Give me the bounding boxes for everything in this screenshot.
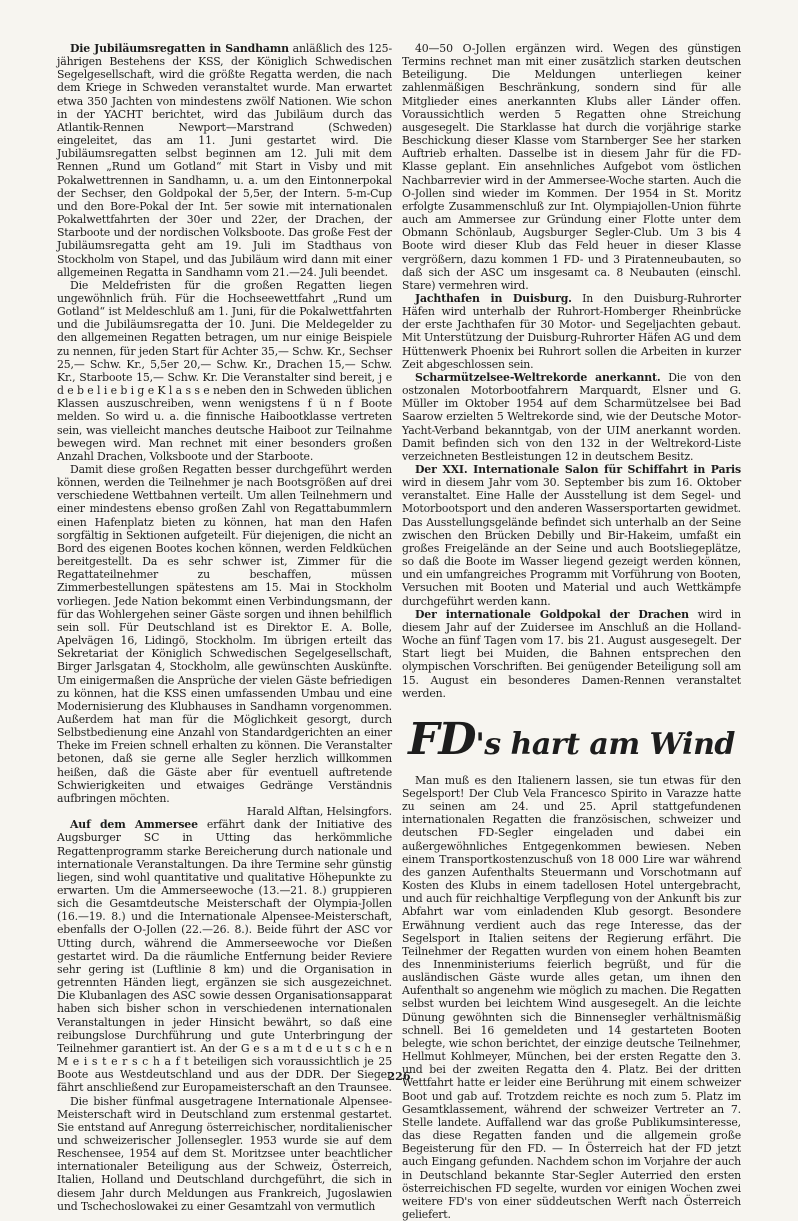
right-column bbox=[402, 42, 741, 1221]
article-sandhamn-title: Die Jubiläumsregatten in Sandhamn bbox=[70, 42, 289, 55]
article-duisburg: Jachthafen in Duisburg. In den Duisburg-Ruhrorter Häfen wird unterhalb der Ruhrort-Homberger Rheinbrücke der erste Jachthafen für 30 Motor- und Segeljachten gebaut. Mit Unterstützung der Duisburg-Ruhrorter Häfen AG und dem Hüttenwerk Phoenix bei Ruhrort sollen die Arbeiten in kurzer Zeit abgeschlossen sein. bbox=[402, 291, 741, 371]
article-ammersee-continued: 40—50 O-Jollen ergänzen wird. Wegen des günstigen Termins rechnet man mit einer zusätzlich starken deutschen Beteiligung. Die Meldungen unterliegen keiner zahlenmäßigen Beschränkung, sondern sind für alle Mitglieder eines anerkannten Klubs aller Länder offen. Voraussichtlich werden 5 Regatten ohne Streichung ausgesegelt. Die Starklasse hat durch die vorjährige starke Beschickung dieser Klasse vom Starnberger See her starken Auftrieb erhalten. Dasselbe ist in diesem Jahr für die FD-Klasse geplant. Ein ansehnliches Aufgebot vom östlichen Nachbarrevier wird in der Ammersee-Woche starten. Auch die O-Jollen sind wieder im Kommen. Der 1954 in St. Moritz erfolgte Zusammenschluß zur Int. Olympiajollen-Union führte auch am Ammersee zur Gründung einer Flotte unter dem Obmann Schönlaub, Augsburger Segler-Club. Um 3 bis 4 Boote wird dieser Klub das Feld heuer in dieser Klasse vergrößern, dazu kommen 1 FD- und 3 Piratenneubauten, so daß sich der ASC um insgesamt ca. 8 Neubauten (einschl. Stare) vermehren wird. bbox=[402, 42, 741, 292]
article-ammersee: Auf dem Ammersee erfährt dank der Initiative des Augsburger SC in Utting das herkömmliche Regattenprogramm starke Bereicherung durch nationale und internationale Veranstaltungen. Da ihre Termine sehr günstig liegen, sind wohl quantitative und qualitative Höhepunkte zu erwarten. Um die Ammerseewoche (13.—21. 8.) gruppieren sich die Gesamtdeutsche Meisterschaft der Olympia-Jollen (16.—19. 8.) und die Internationale Alpensee-Meisterschaft, ebenfalls der O-Jollen (22.—26. 8.). Beide führt der ASC vor Utting durch, während die Ammerseewoche vor Dießen gestartet wird. Da die räumliche Entfernung beider Reviere sehr gering ist (Luftlinie 8 km) und die Organisation in getrennten Händen liegt, ergänzen sie sich ausgezeichnet. Die Klubanlagen des ASC sowie dessen Organisationsapparat haben sich bisher schon in verschiedenen internationalen Veranstaltungen in jeder Hinsicht bewährt, so daß eine reibungslose Durchführung und gute Unterbringung der Teilnehmer garantiert ist. An der G e s a m t d e u t s c h e n M e i s t e r s c h a f t beteiligen sich voraussichtlich je 25 Boote aus Westdeutschland und aus der DDR. Der Sieger fährt anschließend zur Europameisterschaft an den Traunsee. bbox=[57, 818, 392, 1095]
author-signature: Harald Alftan, Helsingfors. bbox=[246, 805, 392, 819]
article-sandhamn: Die Jubiläumsregatten in Sandhamn anläßlich des 125-jährigen Bestehens der KSS, der Königlich Schwedischen Segelgesellschaft, wird die größte Regatta werden, die nach dem Kriege in Schweden veranstaltet wurde. Man erwartet etwa 350 Jachten von mindestens zwölf Nationen. Wie schon in der YACHT berichtet, wird das Jubiläum durch das Atlantik-Rennen Newport—Marstrand (Schweden) eingeleitet, das am 11. Juni gestartet wird. Die Jubiläumsregatten selbst beginnen am 12. Juli mit dem Rennen „Rund um Gotland“ mit Start in Visby und mit Pokalwettrennen in Sandhamn, u. a. um den Eintonnerpokal der Sechser, den Goldpokal der 5,5er, der Intern. 5-m-Cup und den Bore-Pokal der Int. 5er sowie mit internationalen Pokalwettfahrten der 30er und 22er, der Drachen, der Starboote und der nordischen Volksboote. Das große Fest der Jubiläumsregatta geht am 19. Juli im Stadthaus von Stockholm von Stapel, und das Jubiläum wird dann mit einer allgemeinen Regatta in Sandhamn vom 21.—24. Juli beendet. bbox=[57, 42, 392, 279]
article-paris-salon-title: Der XXI. Internationale Salon für Schiffahrt in Paris bbox=[415, 463, 741, 476]
article-paris-salon: Der XXI. Internationale Salon für Schiffahrt in Paris wird in diesem Jahr vom 30. September bis zum 16. Oktober veranstaltet. Eine Halle der Ausstellung ist dem Segel- und Motorbootsport und den anderen Wassersportarten gewidmet. Das Ausstellungsgelände befindet sich unterhalb an der Seine zwischen den Brücken Debilly und Bir-Hakeim, umfaßt ein großes Freigelände an der Seine und auch Bootsliegeplätze, so daß die Boote im Wasser liegend gezeigt werden können, und ein umfangreiches Programm mit Vorführung von Booten, Versuchen mit Booten und Material und auch Wettkämpfe durchgeführt werden kann. bbox=[402, 463, 741, 608]
article-goldpokal-title: Der internationale Goldpokal der Drachen bbox=[415, 607, 689, 621]
page-number: 226 bbox=[387, 1070, 411, 1083]
fd-headline bbox=[402, 713, 741, 765]
article-scharmuetzelsee-title: Scharmützelsee-Weltrekorde anerkannt. bbox=[415, 370, 661, 384]
article-sandhamn-organization: Damit diese großen Regatten besser durchgeführt werden können, werden die Teilnehmer je nach Bootsgrößen auf drei verschiedene Wettbahnen verteilt. Um allen Teilnehmern und einer mindestens ebenso großen Zahl von Regattabummlern einen Hafenplatz bieten zu können, hat man den Hafen sorgfältig in Sektionen aufgeteilt. Für diejenigen, die nicht an Bord des eigenen Bootes kochen können, werden Feldküchen bereitgestellt. Da es sehr schwer ist, Zimmer für die Regattateilnehmer zu beschaffen, müssen Zimmerbestellungen spätestens am 15. Mai in Stockholm vorliegen. Jede Nation bekommt einen Verbindungsmann, der für das Wohlergehen seiner Gäste sorgen und ihnen behilflich sein soll. Für Deutschland ist es Direktor E. A. Bolle, Apelvägen 16, Lidingö, Stockholm. Im übrigen erteilt das Sekretariat der Königlich Schwedischen Segelgesellschaft, Birger Jarlsgatan 4, Stockholm, alle gewünschten Auskünfte. Um einigermaßen die Ansprüche der vielen Gäste befriedigen zu können, hat die KSS einen umfassenden Umbau und eine Modernisierung des Klubhauses in Sandhamn vorgenommen. Außerdem hat man für die Möglichkeit gesorgt, durch Selbstbedienung eine Anzahl von Standardgerichten an einer Theke im Freien schnell erhalten zu können. Die Veranstalter betonen, daß sie gerne alle Segler herzlich willkommen heißen, daß die Gäste aber für eventuell auftretende Schwierigkeiten und etwaiges Gedränge Verständnis aufbringen möchten. bbox=[57, 463, 392, 805]
left-column bbox=[57, 42, 392, 1213]
article-alpensee: Die bisher fünfmal ausgetragene Internationale Alpensee-Meisterschaft wird in Deutschland zum erstenmal gestartet. Sie entstand auf Anregung österreichischer, norditalienischer und schweizerischer Jollensegler. 1953 wurde sie auf dem Reschensee, 1954 auf dem St. Moritzsee unter beachtlicher internationaler Beteiligung aus der Schweiz, Österreich, Italien, Holland und Deutschland durchgeführt, die sich in diesem Jahr durch Meldungen aus Frankreich, Jugoslawien und Tschechoslowakei zu einer Gesamtzahl von vermutlich bbox=[57, 1094, 392, 1213]
article-fd-italy: Man muß es den Italienern lassen, sie tun etwas für den Segelsport! Der Club Vela Francesco Spirito in Varazze hatte zu seinen am 24. und 25. April stattgefundenen internationalen Regatten die französischen, schweizer und deutschen FD-Segler eingeladen und dabei ein außergewöhnliches Entgegenkommen bewiesen. Neben einem Transportkostenzuschuß von 18 000 Lire war während des ganzen Aufenthalts Steuermann und Vorschotmann auf Kosten des Klubs in einem tadellosen Hotel untergebracht, und auch für reichhaltige Verpflegung von der Ankunft bis zur Abfahrt war vom einladenden Klub gesorgt. Besondere Erwähnung verdient auch das rege Interesse, das der Segelsport in Italien seitens der Regierung erfährt. Die Teilnehmer der Regatten wurden von einem hohen Beamten des Innenministeriums feierlich begrüßt, und für die ausländischen Gäste wurde alles getan, um ihnen den Aufenthalt so angenehm wie möglich zu machen. Die Regatten selbst wurden bei leichtem Wind ausgesegelt. An die leichte Dünung gewöhnten sich die Binnensegler verhältnismäßig schnell. Bei 16 gemeldeten und 14 gestarteten Booten belegte, wie schon berichtet, der einzige deutsche Teilnehmer, Hellmut Kohlmeyer, München, bei der ersten Regatte den 3. und bei der zweiten Regatta den 4. Platz. Bei der dritten Wettfahrt hatte er leider eine Berührung mit einem schweizer Boot und gab auf. Trotzdem reichte es noch zum 5. Platz im Gesamtklassement, während der schweizer Vertreter an 7. Stelle landete. Auffallend war das große Publikumsinteresse, das diese Regatten fanden und die allgemein große Begeisterung für den FD. — In Österreich hat der FD jetzt auch Eingang gefunden. Nachdem schon im Vorjahre der auch in Deutschland bekannte Star-Segler Auterried den ersten österreichischen FD segelte, wurden vor einigen Wochen zwei weitere FD's von einer süddeutschen Werft nach Österreich geliefert. bbox=[402, 773, 741, 1221]
article-goldpokal: Der internationale Goldpokal der Drachen wird in diesem Jahr auf der Zuidersee im Anschluß an die Holland-Woche an fünf Tagen vom 17. bis 21. August ausgesegelt. Der Start liegt bei Muiden, die Bahnen entsprechen den olympischen Vorschriften. Bei genügender Beteiligung soll am 15. August ein besonderes Damen-Rennen veranstaltet werden. bbox=[402, 607, 741, 700]
article-duisburg-title: Jachthafen in Duisburg. bbox=[415, 291, 572, 305]
article-scharmuetzelsee: Scharmützelsee-Weltrekorde anerkannt. Die von den ostzonalen Motorbootfahrern Marquardt, Elsner und G. Müller im Oktober 1954 auf dem Scharmützelsee bei Bad Saarow erzielten 5 Weltrekorde sind, wie der Deutsche Motor-Yacht-Verband bekanntgab, von der UIM anerkannt worden. Damit befinden sich von den 132 in der Weltrekord-Liste verzeichneten Bestleistungen 12 in deutschem Besitz. bbox=[402, 370, 742, 463]
fd-headline-small: 's hart am Wind bbox=[475, 726, 735, 762]
fd-headline-big: FD bbox=[408, 713, 476, 765]
article-sandhamn-deadlines: Die Meldefristen für die großen Regatten liegen ungewöhnlich früh. Für die Hochseewettfahrt „Rund um Gotland“ ist Meldeschluß am 1. Juni, für die Pokalwettfahrten und die Jubiläumsregatta der 10. Juni. Die Meldegelder zu den allgemeinen Regatten betragen, um nur einige Beispiele zu nennen, für jeden Start für Achter 35,— Schw. Kr., Sechser 25,— Schw. Kr., 5,5er 20,— Schw. Kr., Drachen 15,— Schw. Kr., Starboote 15,— Schw. Kr. Die Veranstalter sind bereit, j e d e b e l i e b i g e K l a s s e neben den in Schweden üblichen Klassen auszuschreiben, wenn wenigstens f ü n f Boote melden. So wird u. a. die finnische Haibootklasse vertreten sein, was vielleicht manches deutsche Haiboot zur Teilnahme bewegen wird. Man rechnet mit einer besonders großen Anzahl Drachen, Volksboote und der Starboote. bbox=[57, 278, 392, 463]
article-ammersee-title: Auf dem Ammersee bbox=[70, 818, 198, 832]
